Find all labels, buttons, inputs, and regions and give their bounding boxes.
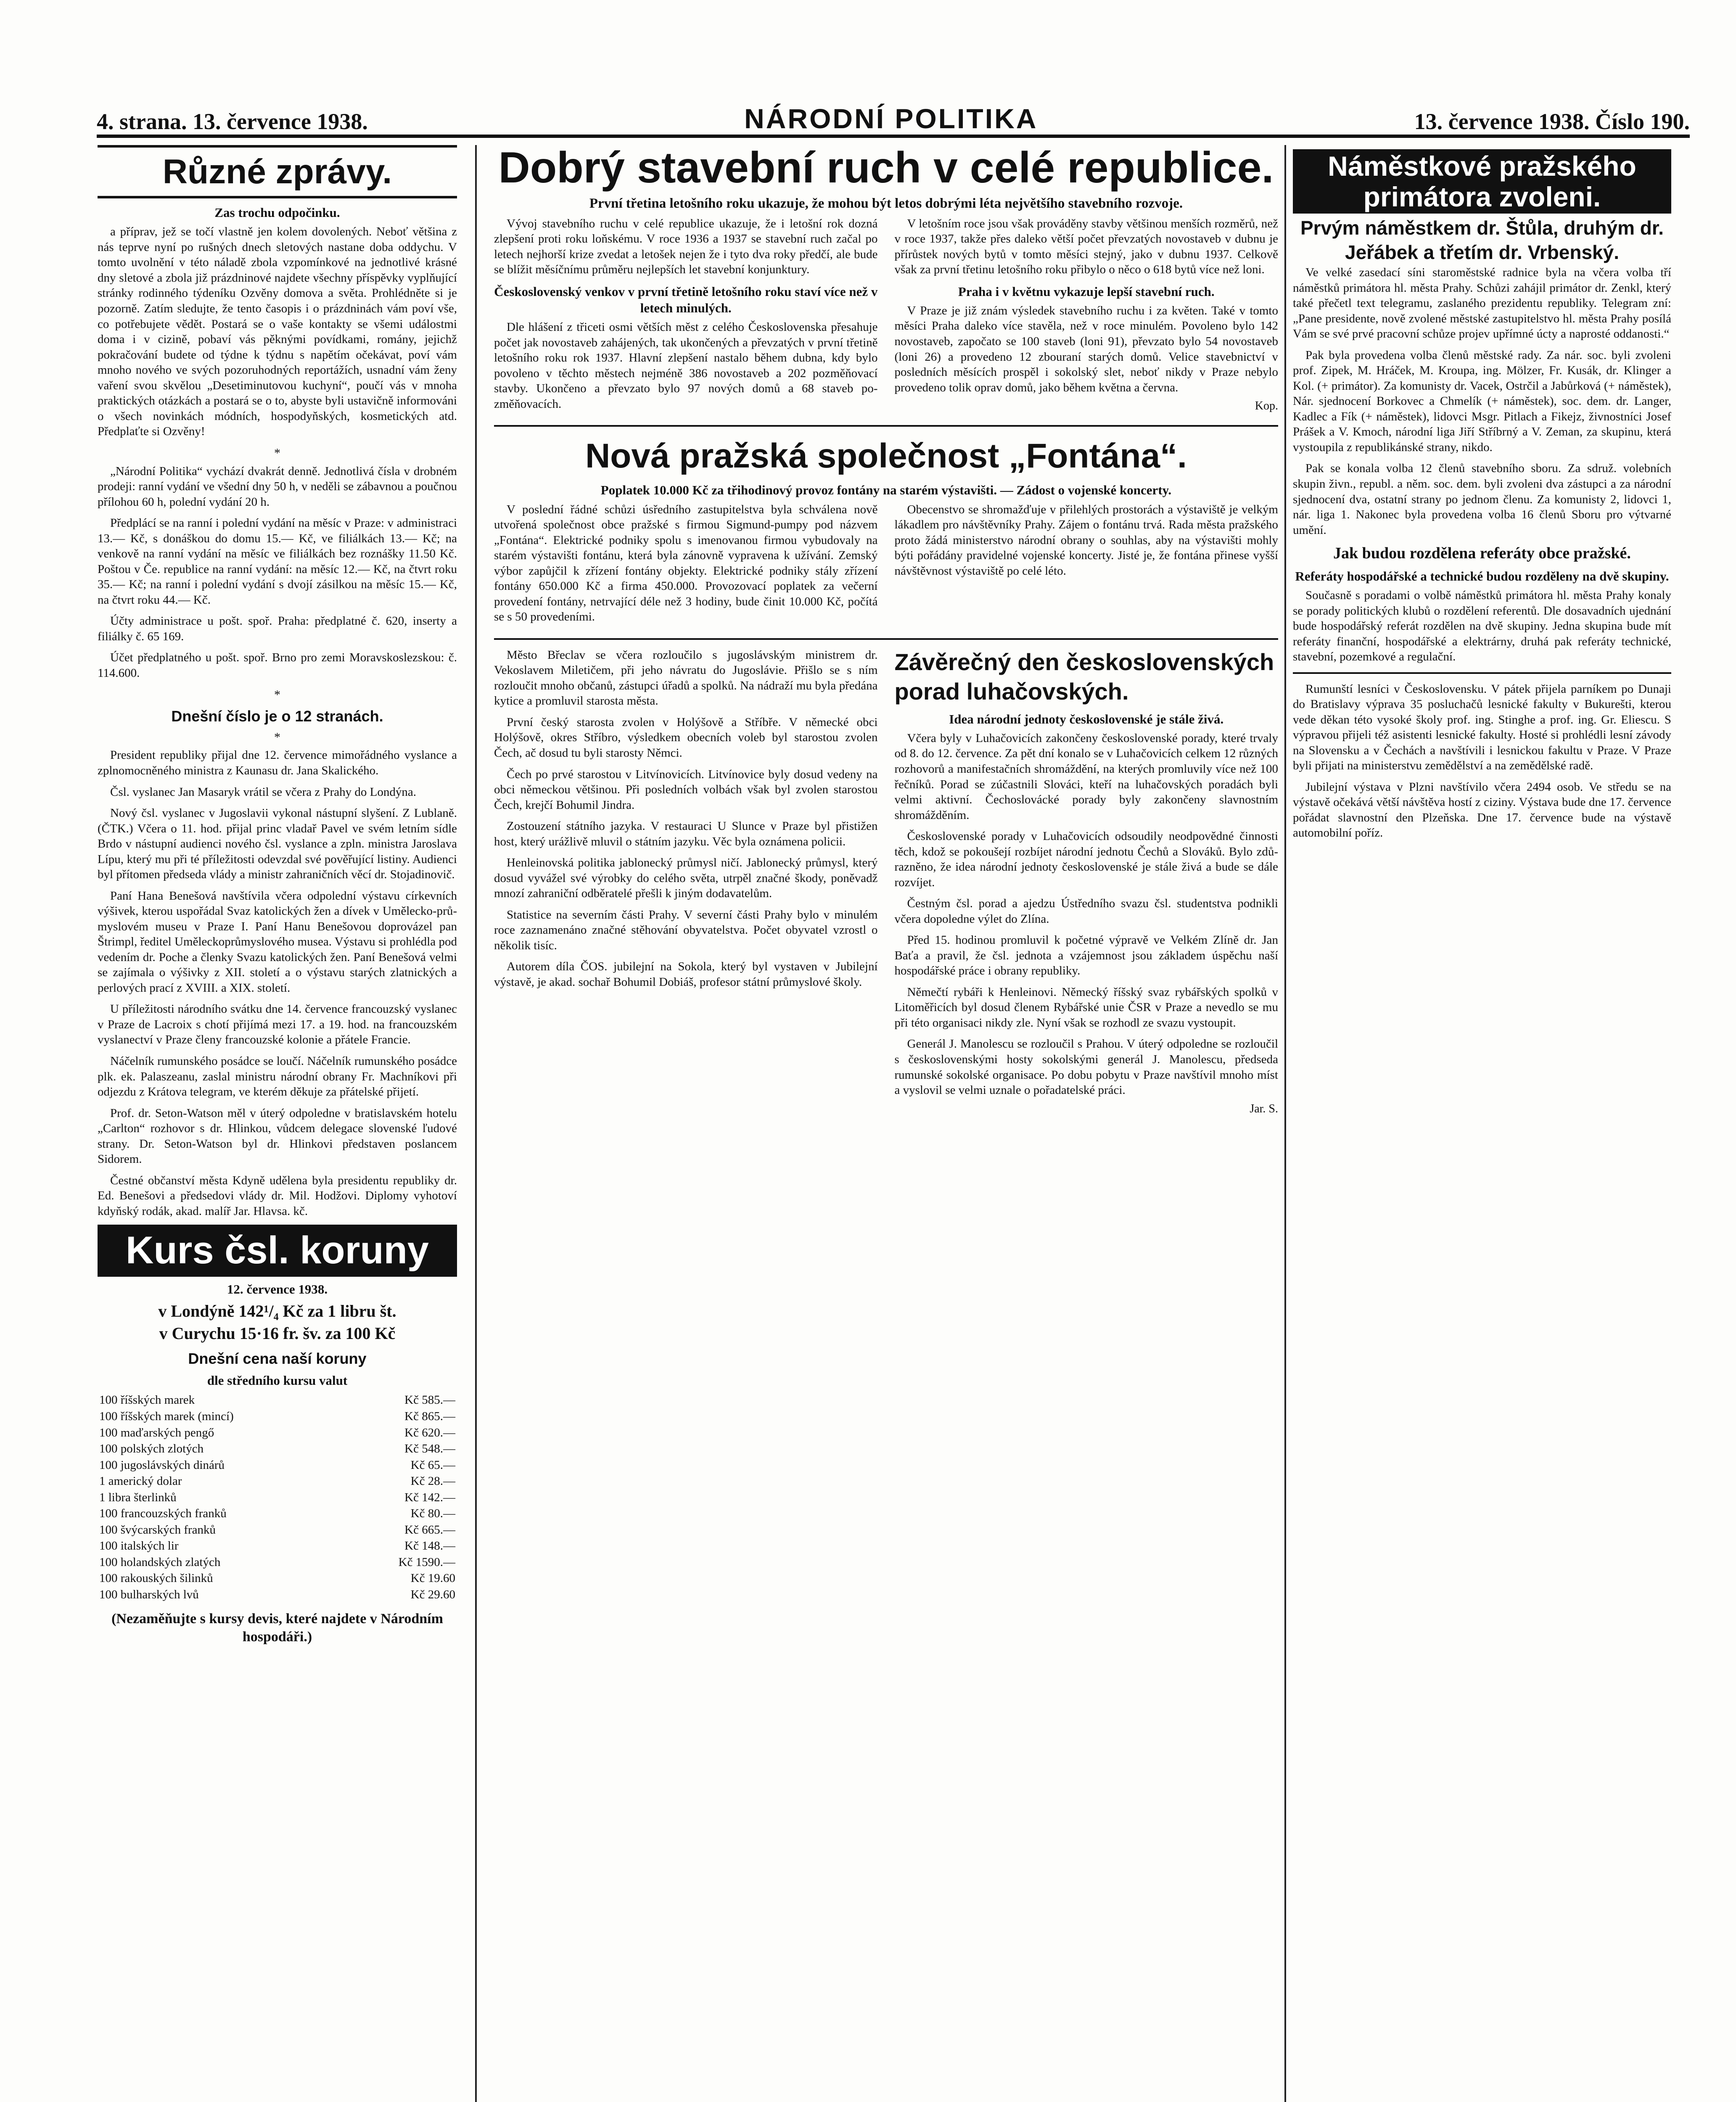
currency-row: [98, 1425, 457, 1441]
masthead-right: 13. července 1938. Číslo 190.: [1414, 109, 1690, 134]
paragraph: Obecenstvo se shromažďuje v přilehlých prostorách a výstaviště je velkým lákadlem pro návštěvníky Prahy. Zájem o fontánu trvá. Rada města pražského proto žádá ministerstvo národní obrany o souhlas, aby na výstavišti mohly býti pořádány pravidelné vojenské koncerty. Jisté je, že fontána přinese vyšší návštěvnost výstaviště po celé léto.: [894, 502, 1278, 578]
paragraph: Pak byla provedena volba členů městské rady. Za nár. soc. byli zvoleni prof. Zipek, M. Hráček, M. Kroupa, ing. Mölzer, Fr. Kusák, dr. Klinger a Kol. (+ primátor). Za komunisty dr. Vacek, Ostrčil a Jabůrková (+ náměstek), Nár. sjednocení Borkovec a Chmelík (+ náměstek), soc. dem. dr. Langer, Kadlec a Fík (+ náměstek), lidovci Msgr. Pitlach a Fikejz, živnostníci Josef Prášek a V. Kmoch, národní liga Jiří Stříbrný a V. Zeman, za skupinu, která vystoupila z republikánské strany, nikdo.: [1293, 348, 1671, 454]
paragraph: V Praze je již znám výsledek stavebního ruchu i za květen. Také v tomto měsíci Praha daleko více stavěla, než v roce minulém. Povoleno bylo 142 novostaveb, započato se 100 staveb (loni 91), převzato bylo 54 novostaveb (loni 26) a provedeno 12 zbouraní starých domů. Velice stavebnictví v posledních měsících prospěl i sokolský slet, neboť nikdy v Praze nebylo provedeno tolik oprav domů, jako během května a června.: [894, 304, 1278, 394]
column-divider: [1284, 145, 1286, 2102]
currency-label: 100 rakouských šilinků: [99, 1571, 213, 1585]
masthead-title: NÁRODNÍ POLITIKA: [744, 103, 1038, 134]
subheading: Zas trochu odpočinku.: [214, 205, 340, 220]
column-right: [1293, 145, 1671, 2102]
column-left: [98, 145, 457, 2102]
currency-value: Kč 29.60: [410, 1587, 455, 1601]
currency-value: Kč 28.—: [410, 1474, 455, 1488]
paragraph: Pak se konala volba 12 členů stavebního sboru. Za sdruž. volebních skupin živn., republ. a něm. soc. dem. byli zvoleni dva zástupci a za národní sjednocení dva, ostatní strany po jednom členu. Za komunisty 2, lidovci 1, nár. liga 1. Nakonec byla provedena volba 16 členů Sboru pro výtvarné umění.: [1293, 462, 1671, 537]
currency-row: [98, 1505, 457, 1522]
masthead: [97, 101, 1690, 138]
paragraph: Vývoj stavebního ruchu v celé republice ukazuje, že i letošní rok dozná zlepšení proti roku loňskému. V roce 1936 a 1937 se stavební ruch začal po letech nejhorší krize zvedat a letošek nejen že i tyto dva roky předčí, ale bude se blížit měsíčnímu průměru nejlepších let stavební konjunktury.: [494, 217, 878, 277]
paragraph: Rumunští lesníci v Československu. V pátek přijela parníkem po Dunaji do Bratislavy výprava 35 posluchačů lesnické fakulty v Bukurešti, kterou vede děkan této vysoké školy prof. ing. Stinghe a prof. ing. Gr. Eliescu. S výpravou přijeli též asistenti lesnické fakulty. Hosté si prohlédli lesní závody na Slovensku a v Čechách a navštívili i lesnickou fakultu v Praze. V Praze byli přijati na ministerstvu zemědělství a na zemědělské radě.: [1293, 682, 1671, 773]
currency-row: [98, 1408, 457, 1425]
author-signature: Jar. S.: [1250, 1102, 1278, 1115]
currency-row: [98, 1473, 457, 1489]
currency-row: [98, 1457, 457, 1474]
currency-label: 1 libra šterlinků: [99, 1490, 177, 1504]
currency-row: [98, 1554, 457, 1571]
currency-label: 100 polských zlotých: [99, 1442, 204, 1456]
paragraph: Včera byly v Luhačovicích zakončeny československé porady, které trvaly od 8. do 12. července. Za pět dní konalo se v Luhačovicích celkem 12 různých rozhovorů a manifestačních shromáždění, na kterých promluvily více než 100 řečníků. Porad se zúčastnili Slováci, kteří na luhačovských poradách byli velmi aktivní. Čechoslovácké porady byly zakončeny slavnostním shromážděním.: [894, 731, 1278, 822]
separator-star-icon: *: [274, 687, 280, 702]
paragraph: V letošním roce jsou však prováděny stavby většinou menších rozměrů, než v roce 1937, takže přes daleko větší počet převzatých novostaveb v dubnu je přírůstek nových bytů v tomto měsíci stejný, jako v dubnu 1937. Celkově však za první třetinu letošního roku přibylo o něco o 618 bytů více než loni.: [894, 217, 1278, 277]
kurs-subtitle-2: dle středního kursu valut: [207, 1373, 348, 1388]
currency-value: Kč 548.—: [404, 1442, 455, 1456]
paragraph: Československé porady v Luhačovicích odsoudily neodpovědné činnosti těch, kdož se pokoušejí rozbíjet národní jednotu Čechů a Slováků. Bylo zdůrazněno, že idea národní jednoty československé je stále živá a bude se dále rozvíjet.: [894, 829, 1278, 889]
column-divider: [475, 145, 477, 2102]
currency-label: 100 bulharských lvů: [99, 1587, 199, 1601]
kurs-title: Kurs čsl. koruny: [98, 1225, 457, 1277]
paragraph: Henleinovská politika jablonecký průmysl ničí. Jablonecký průmysl, který dosud vyvážel své výrobky do celého světa, utrpěl značné škody, poněvadž mnozí zahraniční odběratelé přešli k jiným dodavatelům.: [494, 856, 878, 900]
paragraph: Čsl. vyslanec Jan Masaryk vrátil se včera z Prahy do Londýna.: [110, 785, 417, 799]
notice-pages: Dnešní číslo je o 12 stranách.: [171, 708, 383, 725]
currency-value: Kč 1590.—: [398, 1555, 455, 1569]
paragraph: První český starosta zvolen v Holýšově a Stříbře. V německé obci Holýšově, okres Stříbro, výsledkem obecních voleb byl starostou zvolen Čech, ač dosud tu byli starosty Němci.: [494, 715, 878, 760]
currency-table: [98, 1392, 457, 1603]
currency-row: [98, 1489, 457, 1506]
headline-luhacovice: Závěrečný den československých porad luhačovských.: [894, 648, 1274, 705]
column-center: [494, 145, 1278, 2102]
currency-label: 100 říšských marek (mincí): [99, 1410, 234, 1423]
article-fontana: [494, 502, 1278, 631]
divider: [1293, 672, 1671, 674]
kurs-date: 12. července 1938.: [227, 1282, 328, 1297]
separator-star-icon: *: [274, 446, 280, 460]
kurs-london: v Londýně 142¹/₄ Kč za 1 libru št.: [158, 1302, 396, 1321]
headline-namestkove: Náměstkové pražského primátora zvoleni.: [1293, 149, 1671, 214]
paragraph: „Národní Politika“ vychází dvakrát denně. Jednotlivá čísla v drobném prodeji: ranní vydání ve všední dny 50 h, v neděli se zábavnou a poučnou přílohou 60 h, polední vydání 20 h.: [98, 464, 457, 509]
author-signature: Kop.: [1255, 399, 1278, 413]
paragraph: Prof. dr. Seton-Watson měl v úterý odpoledne v bratislavském hotelu „Carlton“ rozhovor s dr. Hlinkou, vůdcem delegace slovenské ľudové strany. Dr. Seton-Watson byl dr. Hlinkovi představen poslancem Sidorem.: [98, 1106, 457, 1166]
article-subhead: Praha i v květnu vykazuje lepší stavební ruch.: [958, 284, 1215, 299]
currency-row: [98, 1522, 457, 1538]
paragraph: Před 15. hodinou promluvil k početné výpravě ve Velkém Zlíně dr. Jan Baťa a pravil, že čsl. jednota a vzájemnost jsou základem úspěchu naší hospodářské práce i obrany republiky.: [894, 933, 1278, 978]
paragraph: Zostouzení státního jazyka. V restauraci U Slunce v Praze byl přistižen host, který urážlivě mluvil o státním jazyku. Věc byla oznámena policii.: [494, 819, 878, 848]
paragraph: Jubilejní výstava v Plzni navštívilo včera 2494 osob. Ve středu se na výstavě očekává větší návštěva hostí z ciziny. Výstava bude dne 17. července pořádat slavnostní den Plzeňska. Dne 17. července bude na výstavě automobilní poříz.: [1293, 780, 1671, 840]
divider: [494, 425, 1278, 427]
headline-stavebni-ruch: Dobrý stavební ruch v celé republice.: [498, 145, 1274, 192]
separator-star-icon: *: [274, 730, 280, 744]
section-heading-ruzne-zpravy: Různé zprávy.: [98, 145, 457, 198]
paragraph: Čech po prvé starostou v Litvínovicích. Litvínovice byly dosud vedeny na obci německou většinou. Při posledních volbách však byl zvolen starostou Čech, krejčí Bohumil Jindra.: [494, 767, 878, 812]
article-stavebni-ruch: [494, 216, 1278, 417]
currency-label: 100 jugoslávských dinárů: [99, 1458, 225, 1472]
news-block: [494, 647, 1278, 1116]
paragraph: Čestným čsl. porad a ajedzu Ústředního svazu čsl. studentstva podnikli včera dopoledne výlet do Zlína.: [894, 897, 1278, 926]
currency-label: 100 italských lir: [99, 1539, 179, 1553]
paragraph: Autorem díla ČOS. jubilejní na Sokola, který byl vystaven v Jubilejní výstavě, je akad. sochař Bohumil Dobiáš, profesor státní průmyslové školy.: [494, 960, 878, 989]
paragraph: Generál J. Manolescu se rozloučil s Prahou. V úterý odpoledne se rozloučil s československými hosty sokolskými generál J. Manolescu, předseda rumunské sokolské organisace. Po dobu pobytu v Praze navštívil mnoho míst a vyslovil se velmi uznale o pořadatelské práci.: [894, 1037, 1278, 1097]
currency-value: Kč 80.—: [410, 1507, 455, 1521]
currency-row: [98, 1587, 457, 1603]
currency-value: Kč 19.60: [410, 1571, 455, 1585]
paragraph: Němečtí rybáři k Henleinovi. Německý říšský svaz rybářských spolků v Litoměřicích byl dosud členem Rybářské unie ČSR v Praze a nevedlo se mu při této organisaci nikdy zle. Nyní však se rozhodl ze svazu vystoupit.: [894, 985, 1278, 1030]
currency-value: Kč 65.—: [410, 1458, 455, 1472]
currency-value: Kč 665.—: [404, 1523, 455, 1537]
paragraph: Město Břeclav se včera rozloučilo s jugoslávským ministrem dr. Vekoslavem Miletičem, při jeho návratu do Jugoslávie. Přišlo se s ním rozloučit mnoho občanů, zástupci úřadů a spolků. Na nádraží mu byla předána kytice a promluvil starosta města.: [494, 648, 878, 708]
subheadline: Prvým náměstkem dr. Štůla, druhým dr. Jeřábek a třetím dr. Vrbenský.: [1300, 217, 1664, 264]
paragraph: Náčelník rumunského posádce se loučí. Náčelník rumunského posádce plk. ek. Palaszeanu, zaslal ministru národní obrany Fr. Machníkovi při odjezdu z Krátova telegram, ve kterém děkuje za přátelské přijetí.: [98, 1054, 457, 1099]
kurs-subtitle: Dnešní cena naší koruny: [188, 1350, 367, 1368]
currency-row: [98, 1392, 457, 1408]
currency-value: Kč 620.—: [404, 1426, 455, 1439]
currency-value: Kč 142.—: [404, 1490, 455, 1504]
paragraph: President republiky přijal dne 12. července mimořádného vyslance a zplnomocněného ministra z Kaunasu dr. Jana Skalického.: [98, 748, 457, 777]
paragraph: Dle hlášení z třiceti osmi větších měst z celého Československa přesahuje počet jak novostaveb zahájených, tak ukončených a převzatých v první třetině letošního roku rok 1937. Hlavní zlepšení nastalo během dubna, kdy bylo povoleno v těchto městech nejméně 386 novostaveb a 202 pozměňovací stavby. Ukončeno a převzato bylo 97 nových domů a 68 staveb pozměňovacích.: [494, 320, 878, 411]
paragraph: Čestné občanství města Kdyně udělena byla presidentu republiky dr. Ed. Benešovi a předsedovi vlády dr. Mil. Hodžovi. Diplomy vyhotoví kdyňský rodák, akad. malíř Jar. Hlavsa. kč.: [98, 1173, 457, 1218]
article-heading: Jak budou rozdělena referáty obce pražské.: [1333, 544, 1631, 562]
currency-label: 1 americký dolar: [99, 1474, 182, 1488]
paragraph: Nový čsl. vyslanec v Jugoslavii vykonal nástupní slyšení. Z Lublaně. (ČTK.) Včera o 11. hod. přijal princ vladař Pavel ve svém letním sídle Brdo v nástupní audienci nového čsl. vyslance a zpln. ministra Jaroslava Lípu, který mu při té příležitosti odevzdal své pověřující listiny. Audienci byl přítomen předseda vlády a ministr zahraničních věcí dr. Stojadinovič.: [98, 806, 457, 882]
currency-value: Kč 865.—: [404, 1410, 455, 1423]
paragraph: a příprav, jež se točí vlastně jen kolem dovolených. Neboť většina z nás teprve nyní po rušných dnech sletových nastane doba oddychu. V tomto uvolnění v této náladě zbola vzpomínkové na jednotlivé krásné dny sletové a zbola již prázdninové najdete všechny příspěvky vyplňující stránky rodinného týdeníku Ozvěny domova a světa. Prohlédněte si je pozorně. Zatím sledujte, že tento časopis i o prázdninách vám poví vše, co potřebujete vědět. Postará se o vaše kontakty se všemi událostmi doma i v cizině, pobaví vás pěknými povídkami, romány, jejichž pokračování budete od týdne k týdnu s napětím očekávat, poví vám mnoho nového ve svých pozoruhodných reportážích, usnadní vám ženy vaření svou skvělou „Desetiminutovou kuchyní“, poučí vás v mnoha praktických otázkách a postará se o to, abyste byli ustavičně informováni o všech novinkách módních, hospodyňských, kosmetických atd. Předplaťte si Ozvěny!: [98, 225, 457, 438]
currency-label: 100 holandských zlatých: [99, 1555, 221, 1569]
paragraph: U příležitosti národního svátku dne 14. července francouzský vyslanec v Praze de Lacroix s chotí přijímá mezi 17. a 19. hod. na francouzském vyslanectví v Praze členy francouzské kolonie a přátele Francie.: [98, 1002, 457, 1047]
currency-label: 100 francouzských franků: [99, 1507, 227, 1521]
currency-label: 100 švýcarských franků: [99, 1523, 216, 1537]
subheadline: Poplatek 10.000 Kč za třihodinový provoz fontány na starém výstavišti. — Zádost o vojenské koncerty.: [600, 483, 1172, 498]
paragraph: V poslední řádné schůzi úsředního zastupitelstva byla schválena nově utvořená společnost obce pražské s firmou Sigmund-pumpy pod názvem „Fontána“. Elektrické podniky spolu s imenovanou firmou vybudovaly na starém výstavišti fontánu, která byla zánovně vypravena k užívání. Zemský výbor zapůjčil k zřízení fontány objekty. Elektrické podniky stály zřízení fontány 650.000 Kč a firma 450.000. Provozovací poplatek za večerní provedení fontány, netrvající déle než 3 hodiny, bude činit 10.000 Kč, počítá se s 50 provedeními.: [494, 502, 878, 624]
currency-row: [98, 1570, 457, 1587]
headline-fontana: Nová pražská společnost „Fontána“.: [585, 437, 1187, 475]
paragraph: Statistice na severním části Prahy. V severní části Prahy bylo v minulém roce zaznamenáno značné stěhování obyvatelstva. Počet obyvatel vzrostl o několik tisíc.: [494, 908, 878, 952]
paragraph: Předplácí se na ranní i polední vydání na měsíc v Praze: v administraci 13.— Kč, s donáškou do domu 15.— Kč, ve filiálkách 13.— Kč; na venkově na ranní vydání na měsíc ve filiálkách bez roznášky 11.50 Kč. Poštou v Če. republice na ranní vydání: na měsíc 12.— Kč, na čtvrt roku 35.— Kč; na ranní i polední vydání s dvojí zásilkou na měsíc 15.— Kč, na čtvrt roku 44.— Kč.: [98, 516, 457, 607]
paragraph: Současně s poradami o volbě náměstků primátora hl. města Prahy konaly se porady politických klubů o rozdělení referentů. Dle dosavadních ujednání bude hospodářský referát rozdělen na dvě skupiny. Jedna skupina bude mít referáty finanční, hospodářské a elektrárny, druhá pak referáty technické, stavební, pozemkové a regulační.: [1293, 589, 1671, 664]
currency-row: [98, 1441, 457, 1457]
paragraph: Paní Hana Benešová navštívila včera odpolední výstavu církevních výšivek, kterou uspořádal Svaz katolických žen a dívek v Umělecko-průmyslovém museu v Praze I. Paní Hanu Benešovou doprovázel pan Štrimpl, ředitel Uměleckoprůmyslového musea. Výstavu si prohlédla pod vedením dr. Poche a členky Svazu katolických žen. Paní Benešová velmi se zajímala o výšivky z XII. století a o výstavu starých zlatnických a perlových prací z XVIII. a XIX. století.: [98, 889, 457, 995]
subheadline: První třetina letošního roku ukazuje, že mohou být letos dobrými léta největšího stavebního rozvoje.: [589, 196, 1183, 211]
article-subhead: Referáty hospodářské a technické budou rozděleny na dvě skupiny.: [1295, 569, 1669, 584]
currency-row: [98, 1538, 457, 1554]
article-subhead: Československý venkov v první třetině letošního roku staví více než v letech minulých.: [494, 284, 878, 315]
currency-value: Kč 585.—: [404, 1393, 455, 1407]
divider: [494, 638, 1278, 640]
kurs-zurich: v Curychu 15·16 fr. šv. za 100 Kč: [159, 1323, 396, 1343]
paragraph: Účty administrace u pošt. spoř. Praha: předplatné č. 620, inserty a filiálky č. 65 169.: [98, 614, 457, 643]
currency-label: 100 maďarských pengő: [99, 1426, 214, 1439]
kurs-footer: (Nezaměňujte s kursy devis, které najdete v Národním hospodáři.): [111, 1611, 443, 1645]
masthead-left: 4. strana. 13. července 1938.: [97, 109, 368, 134]
currency-label: 100 říšských marek: [99, 1393, 195, 1407]
paragraph: Účet předplatného u pošt. spoř. Brno pro zemi Moravskoslezskou: č. 114.600.: [98, 651, 457, 680]
subheadline: Idea národní jednoty československé je stále živá.: [949, 711, 1224, 726]
paragraph: Ve velké zasedací síni staroměstské radnice byla na včera volba tří náměstků primátora hl. města Prahy. Schůzi zahájil primátor dr. Zenkl, který také přečetl text telegramu, zaslaného prezidentu republiky. Telegram zní: „Pane presidente, nově zvolené městské zastupitelstvo hl. města Prahy posílá Vám se své prvé pracovní schůze projev upřímné úcty a naprosté oddanosti.“: [1293, 266, 1671, 341]
currency-value: Kč 148.—: [404, 1539, 455, 1553]
